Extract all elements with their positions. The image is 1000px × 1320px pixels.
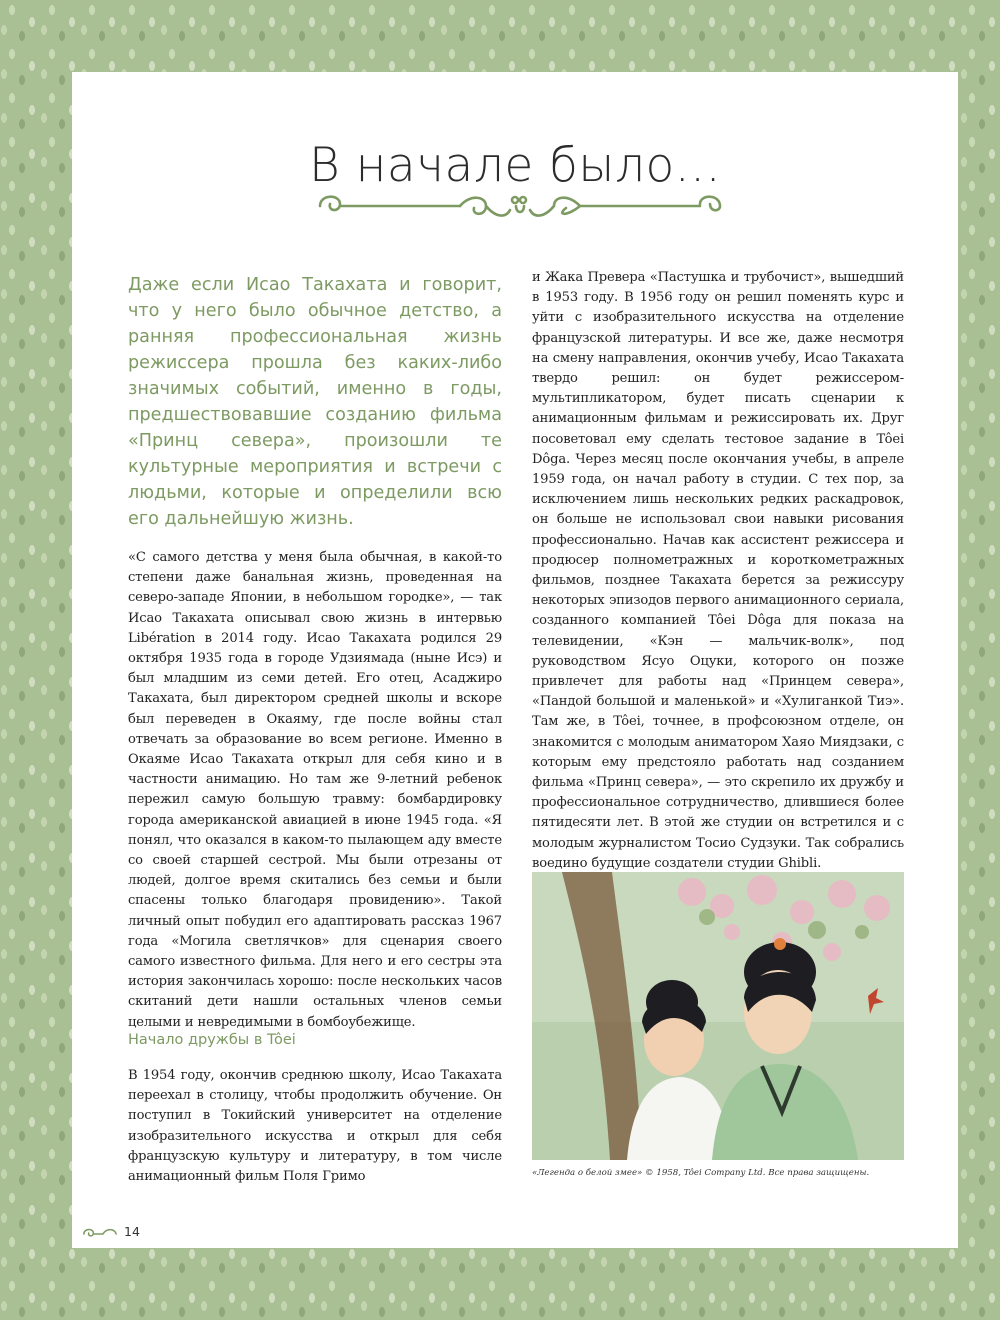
body-paragraph-2: В 1954 году, окончив среднюю школу, Исао Такахата переехал в столицу, чтобы продолжить обучение. Он поступил в Токийский университет на отделение изобразительного искусства и открыл для себя французскую культуру и литературу, в том числе анимационный фильм Поля Гримо [128,1068,502,1185]
body-paragraph-3: и Жака Превера «Пастушка и трубочист», вышедший в 1953 году. В 1956 году он решил поменять курс и уйти с изобразительного искусства на отделение французской литературы. И все же, даже несмотря на смену направления, окончив учебу, Исао Такахата твердо решил: он будет режиссером-мультипликатором, будет писать сценарии к анимационным фильмам и режиссировать их. Друг посоветовал ему сделать тестовое задание в Tôei Dôga. Через месяц после окончания учебы, в апреле 1959 года, он начал работу в студии. С тех пор, за исключением лишь нескольких редких раскадровок, он больше не использовал свои навыки рисования профессионально. Начав как ассистент режиссера и продюсер полнометражных и короткометражных фильмов, позднее Такахата берется за режиссуру некоторых эпизодов первого анимационного сериала, созданного компанией Tôei Dôga для показа на телевидении, «Кэн — мальчик-волк», под руководством Ясуо Оцуки, которого он позже привлечет для работы над «Принцем севера», «Пандой большой и маленькой» и «Хулиганкой Тиэ». Там же, в Tôei, точнее, в профсоюзном отделе, он знакомится с молодым аниматором Хаяо Миядзаки, с которым ему предстояло работать над созданием фильма «Принц севера», — это скрепило их дружбу и профессиональное сотрудничество, длившиеся более пятидесяти лет. В этой же студии он встретился и с молодым журналистом Тосио Судзуки. Так собрались воедино будущие создатели студии Ghibli. [532,270,904,871]
section-subheading: Начало дружбы в Tôei [128,1032,296,1048]
page-number-value: 14 [124,1224,140,1239]
film-still-image [532,872,904,1160]
page-title: В начале было... [308,138,722,193]
lead-paragraph: Даже если Исао Такахата и говорит, что у него было обычное детство, а ранняя профессиональная жизнь режиссера прошла без каких-либо значимых событий, именно в годы, предшествовавшие созданию фильма «Принц севера», произошли те культурные мероприятия и встречи с людьми, которые и определили всю его дальнейшую жизнь. [128,275,502,529]
image-caption: «Легенда о белой змее» © 1958, Tôei Company Ltd. Все права защищены. [532,1168,870,1178]
page-number [82,1224,140,1239]
page-sheet [72,72,958,1248]
body-paragraph-1: «С самого детства у меня была обычная, в какой-то степени даже банальная жизнь, проведенная на северо-западе Японии, в небольшом городке», — так Исао Такахата описывал свою жизнь в интервью Libération в 2014 году. Исао Такахата родился 29 октября 1935 года в городе Удзиямада (ныне Исэ) и был младшим из семи детей. Его отец, Асаджиро Такахата, был директором средней школы и вскоре был переведен в Окаяму, где после войны стал отвечать за образование во всем регионе. Именно в Окаяме Исао Такахата открыл для себя кино и в частности анимацию. Но там же 9-летний ребенок пережил самую большую травму: бомбардировку города американской авиацией в июне 1945 года. «Я понял, что оказался в каком-то пылающем аду вместе со своей старшей сестрой. Мы были отрезаны от людей, долгое время скитались без семьи и были спасены только благодаря провидению». Такой личный опыт побудил его адаптировать рассказ 1967 года «Могила светлячков» для сценария своего самого известного фильма. Для него и его сестры эта история закончилась хорошо: после нескольких часов скитаний дети нашли остальных членов семьи целыми и невредимыми в бомбоубежище. [128,550,502,1030]
title-ornament [310,188,730,222]
